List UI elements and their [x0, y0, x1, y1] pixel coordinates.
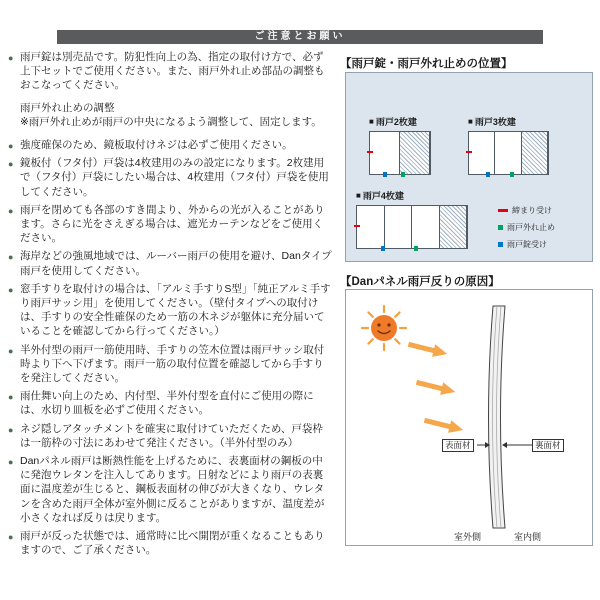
legend-label: 雨戸錠受け — [507, 240, 547, 249]
indoor-side-label: 室内側 — [514, 532, 542, 542]
lock-receiver-mark — [381, 246, 385, 251]
shutter-2-graphic — [369, 131, 431, 175]
note-text: 半外付型の雨戸一筋使用時、手すりの笠木位置は雨戸サッシ取付時より下へ下げます。雨戸一筋の取付位置を確認してから手すりを発注してください。 — [20, 343, 325, 385]
bullet-icon: ● — [8, 53, 14, 63]
stopper-mark — [510, 172, 514, 177]
lock-receiver-mark — [383, 172, 387, 177]
shutter-case-panel — [400, 132, 430, 174]
notes-column — [8, 50, 332, 562]
bullet-icon: ● — [8, 424, 14, 435]
warp-box-title: 【Danパネル雨戸反りの原因】 — [340, 276, 500, 288]
note-text: 雨戸錠は別売品です。防犯性向上の為、指定の取付け方で、必ず上下セットでご使用ください。また、雨戸外れ止め部品の調整もおこなってください。 — [20, 51, 325, 92]
bullet-icon: ● — [8, 141, 14, 152]
diagram-3-panel — [468, 115, 549, 175]
note-text: ネジ隠しアタッチメントを確実に取付けていただくため、戸袋枠は一筋枠の寸法にあわせて発注ください。（半外付型のみ） — [20, 422, 323, 449]
note-text: 雨仕舞い向上のため、内付型、半外付型を直付にご使用の際には、水切り皿板を必ずご使用ください。 — [20, 390, 314, 417]
note-subnote: ※雨戸外れ止めが雨戸の中央になるよう調整して、固定します。 — [20, 115, 322, 128]
shutter-panel — [469, 132, 495, 174]
position-box-title: 【雨戸錠・雨戸外れ止めの位置】 — [340, 58, 513, 70]
bullet-icon: ● — [8, 205, 14, 216]
catch-receiver-mark — [367, 151, 373, 153]
diagram-label-text: 雨戸3枚建 — [474, 117, 516, 127]
note-item-10 — [8, 454, 332, 525]
note-item-5 — [8, 249, 332, 277]
label-leader-lines — [477, 442, 532, 448]
note-text: 雨戸を閉めても各部のすき間より、外からの光が入ることがあります。さらに光をさえぎる場合は、遮光カーテンなどをご使用ください。 — [20, 203, 325, 245]
bullet-icon: ● — [8, 457, 14, 468]
warp-diagram-graphic — [346, 290, 592, 545]
note-item-8 — [8, 389, 332, 417]
shutter-3-graphic — [468, 131, 549, 175]
diagram-label-text: 雨戸4枚建 — [362, 191, 404, 201]
shutter-panel — [370, 132, 400, 174]
bullet-icon: ● — [8, 284, 14, 295]
notice-header-title: ご注意とお願い — [254, 31, 346, 42]
diagram-4-panel — [356, 189, 468, 249]
shutter-panel — [412, 206, 440, 248]
diagram-label — [369, 115, 431, 128]
bullet-icon: ● — [8, 532, 14, 543]
stopper-mark — [401, 172, 405, 177]
square-marker-icon: ■ — [468, 117, 473, 126]
square-marker-icon: ■ — [369, 117, 374, 126]
note-subheading: 雨戸外れ止めの調整 — [20, 101, 115, 114]
position-diagram-box — [345, 72, 593, 262]
note-item-4 — [8, 203, 332, 246]
stopper-mark — [414, 246, 418, 251]
note-item-7 — [8, 343, 332, 386]
legend-label: 締まり受け — [512, 206, 552, 215]
diagram-legend — [498, 205, 555, 256]
outdoor-side-label: 室外側 — [454, 532, 482, 542]
note-text: 海岸などの強風地域では、ルーバー雨戸の使用を避け、Danタイプ雨戸を使用してください。 — [20, 250, 332, 277]
sun-icon — [362, 306, 406, 350]
diagram-label-text: 雨戸2枚建 — [375, 117, 417, 127]
shutter-panel — [495, 132, 521, 174]
note-item-11 — [8, 529, 332, 557]
lock-receiver-mark — [486, 172, 490, 177]
bullet-icon: ● — [8, 345, 14, 356]
diagram-label — [468, 115, 549, 128]
catch-receiver-swatch-icon — [498, 209, 508, 212]
bullet-icon: ● — [8, 392, 14, 403]
bullet-icon: ● — [8, 159, 14, 170]
shutter-case-panel — [522, 132, 548, 174]
stopper-swatch-icon — [498, 225, 503, 230]
note-text: 雨戸が反った状態では、通常時に比べ開閉が重くなることもありますので、ご了承ください。 — [20, 530, 325, 557]
note-text: 鏡板付（フタ付）戸袋は4枚建用のみの設定になります。2枚建用で（フタ付）戸袋にしたい場合は、4枚建用（フタ付）戸袋を使用してください。 — [20, 157, 329, 198]
note-item-9 — [8, 422, 332, 450]
shutter-panel — [357, 206, 385, 248]
notice-header — [57, 30, 543, 44]
legend-label: 雨戸外れ止め — [507, 223, 555, 232]
note-item-3 — [8, 156, 332, 199]
note-item-1 — [8, 50, 332, 93]
diagram-2-panel — [369, 115, 431, 175]
legend-row — [498, 222, 555, 233]
note-text: 強度確保のため、鏡板取付けネジは必ずご使用ください。 — [20, 139, 293, 152]
note-item-6 — [8, 282, 332, 339]
warped-panel-graphic — [489, 306, 506, 528]
catch-receiver-mark — [354, 225, 360, 227]
diagram-label — [356, 189, 468, 202]
heat-arrows-icon — [407, 338, 465, 436]
square-marker-icon: ■ — [356, 191, 361, 200]
back-material-label: 裏面材 — [532, 439, 564, 452]
note-text: Danパネル雨戸は断熱性能を上げるために、表裏面材の鋼板の中に発泡ウレタンを注入してあります。日射などにより雨戸の表裏面に温度差が生じると、鋼板表面材の伸びが大きくなり、ウレタンを含めた雨戸全体が室外側に反ることがありますが、温度差が小さくなれば反りは戻ります。 — [20, 455, 325, 524]
catch-receiver-mark — [466, 151, 472, 153]
note-item-2 — [8, 138, 332, 152]
shutter-case-panel — [440, 206, 468, 248]
warp-diagram-box — [345, 289, 593, 546]
legend-row — [498, 205, 555, 216]
lock-receiver-swatch-icon — [498, 242, 503, 247]
note-text: 窓手すりを取付けの場合は、「アルミ手すりS型」「純正アルミ手すり雨戸サッシ用」を使用してください。（壁付タイプへの取付けは、手すりの安全性確保のため一筋の木ネジが躯体に充分届いていることを確認してから行ってください。） — [20, 282, 331, 338]
shutter-panel — [385, 206, 413, 248]
shutter-4-graphic — [356, 205, 468, 249]
legend-row — [498, 239, 555, 250]
bullet-icon: ● — [8, 252, 14, 263]
front-material-label: 表面材 — [442, 439, 474, 452]
